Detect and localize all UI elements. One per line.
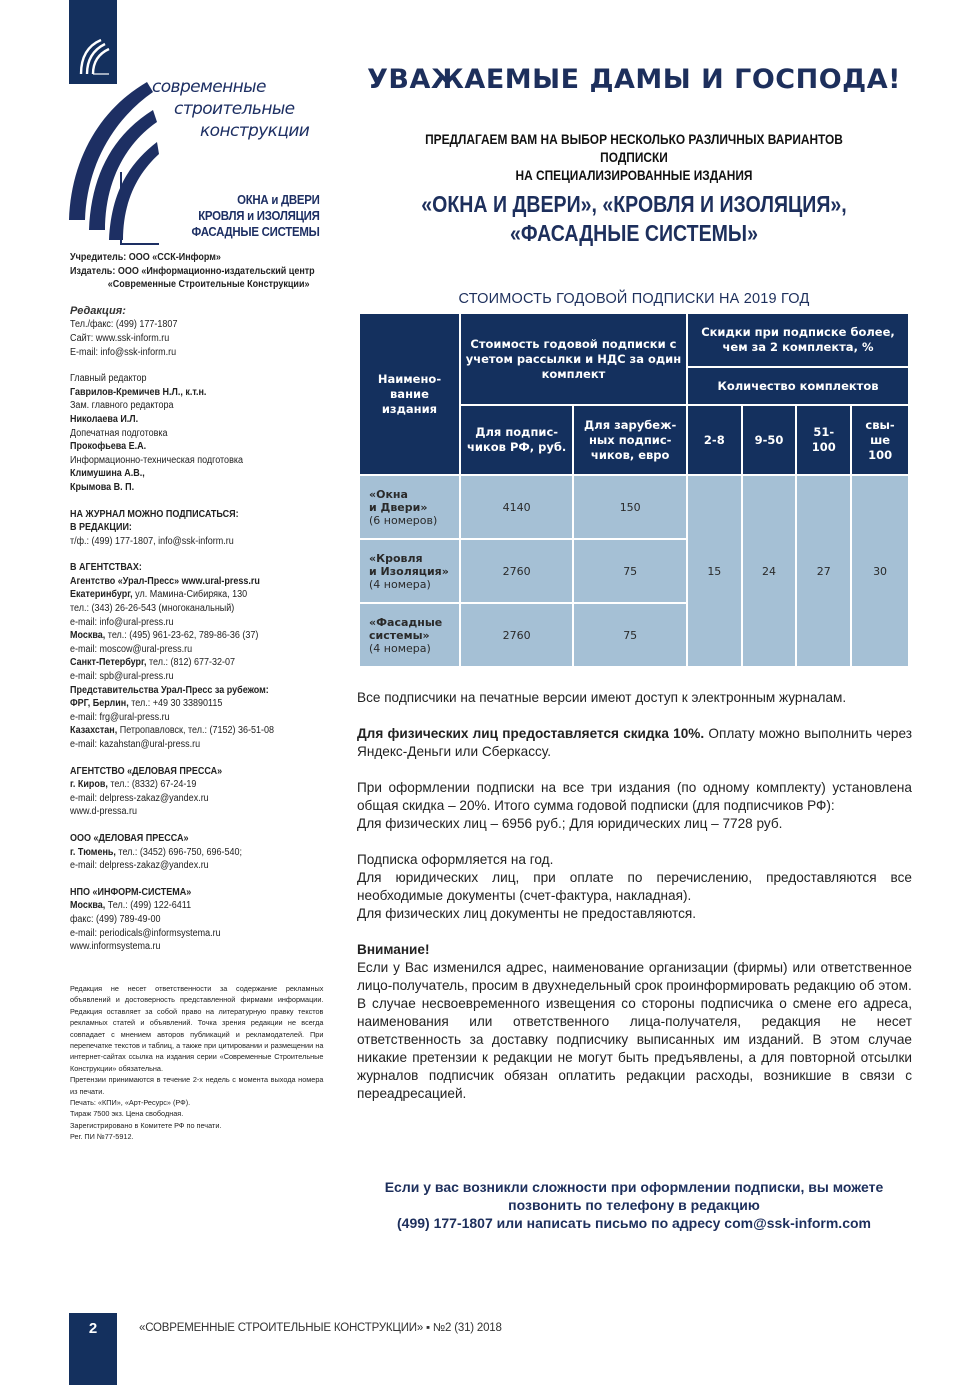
email-link[interactable]: e-mail: spb@ural-press.ru bbox=[70, 671, 174, 683]
paragraph: Для юридических лиц, при оплате по перечислению, предоставляются все необходимые документы (счет-фактура, накладная). bbox=[357, 870, 912, 903]
subscribe-heading: НА ЖУРНАЛ МОЖНО ПОДПИСАТЬСЯ: bbox=[70, 508, 239, 520]
email-link[interactable]: e-mail: info@ural-press.ru bbox=[70, 616, 174, 628]
table-row bbox=[359, 475, 909, 539]
logo-swoosh-icon bbox=[69, 70, 159, 246]
staff-name: Крымова В. П. bbox=[70, 481, 135, 493]
in-editorial-heading: В РЕДАКЦИИ: bbox=[70, 522, 132, 534]
staff-name: Гаврилов-Кремичев Н.Л., к.т.н. bbox=[70, 386, 207, 398]
staff-role: Информационно-техническая подготовка bbox=[70, 454, 243, 466]
col-header-quantity-group: Количество комплектов bbox=[687, 367, 909, 405]
price-rub: 2760 bbox=[460, 539, 573, 603]
agencies-heading: В АГЕНТСТВАХ: bbox=[70, 562, 142, 574]
email-link[interactable]: e-mail: frg@ural-press.ru bbox=[70, 711, 170, 723]
paragraph: Подписка оформляется на год. bbox=[357, 852, 554, 867]
paragraph: Если у Вас изменился адрес, наименование организации (фирмы) или ответственное лицо-получатель, просим в двухнедельный срок проинформировать редакцию об этом. bbox=[357, 960, 912, 993]
price-rub: 2760 bbox=[460, 603, 573, 667]
pricing-table bbox=[358, 312, 910, 668]
discount-value: 30 bbox=[851, 475, 909, 667]
paragraph: При оформлении подписки на все три издания (по одному комплекту) установлена общая скидка – 20%. Итого сумма годовой подписки (для подписчиков РФ): bbox=[357, 780, 912, 813]
body-text bbox=[357, 689, 912, 1103]
footer-journal: «СОВРЕМЕННЫЕ СТРОИТЕЛЬНЫЕ КОНСТРУКЦИИ» ▪ №2 (31) 2018 bbox=[139, 1322, 502, 1334]
col-header-price-group: Стоимость годовой подписки с учетом рассылки и НДС за один комплект bbox=[460, 313, 687, 405]
col-header-discount-group: Скидки при подписке более, чем за 2 комплекта, % bbox=[687, 313, 909, 367]
email-link[interactable]: e-mail: periodicals@informsystema.ru bbox=[70, 927, 221, 939]
discount-value: 15 bbox=[687, 475, 742, 667]
founder: Учредитель: ООО «ССК-Информ» bbox=[70, 252, 221, 263]
site-link[interactable]: www.d-pressa.ru bbox=[70, 806, 138, 818]
price-eur: 75 bbox=[573, 603, 687, 667]
paragraph: Все подписчики на печатные версии имеют доступ к электронным журналам. bbox=[357, 690, 847, 705]
editorial-phone: Тел./факс: (499) 177-1807 bbox=[70, 319, 178, 331]
page-number: 2 bbox=[88, 1320, 98, 1337]
col-header-qty: 9-50 bbox=[742, 405, 797, 475]
logo-subtitle: ОКНА и ДВЕРИ КРОВЛЯ и ИЗОЛЯЦИЯ ФАСАДНЫЕ СИСТЕМЫ bbox=[191, 192, 320, 239]
discount-value: 27 bbox=[796, 475, 851, 667]
page-title: УВАЖАЕМЫЕ ДАМЫ И ГОСПОДА! bbox=[367, 64, 901, 95]
price-eur: 75 bbox=[573, 539, 687, 603]
email-link[interactable]: e-mail: delpress-zakaz@yandex.ru bbox=[70, 792, 209, 804]
table-title: СТОИМОСТЬ ГОДОВОЙ ПОДПИСКИ НА 2019 ГОД bbox=[458, 291, 810, 307]
paragraph: Для физических лиц документы не предоставляются. bbox=[357, 906, 697, 921]
publication-name: «Фасадные системы» (4 номера) bbox=[359, 603, 460, 667]
editorial-site-link[interactable]: Сайт: www.ssk-inform.ru bbox=[70, 332, 170, 344]
publication-name: «Окна и Двери» (6 номеров) bbox=[359, 475, 460, 539]
imprint-column: Учредитель: ООО «ССК-Информ» Издатель: ООО «Информационно-издательский центр «Современные Строительные Конструкции» Редакция: Тел./факс: (499) 177-1807 Сайт: www.ssk-inform.ru E-mail: info@ssk-inform.ru Главный редактор Гаврилов-Кремичев Н.Л., к.т.н. Зам. главного редактора Николаева И.Л. Допечатная подготовка Прокофьева Е.А. Информационно-техническая подготовка Климушина А.В., Крымова В. П. НА ЖУРНАЛ МОЖНО ПОДПИСАТЬСЯ: В РЕДАКЦИИ: т/ф.: (499) 177-1807, info@ssk-inform.ru В АГЕНТСТВАХ: Агентство «Урал-Пресс» www.ural-press.ru Екатеринбург, ул. Мамина-Сибиряка, 130 тел.: (343) 26-26-543 (многоканальный) e-mail: info@ural-press.ru Москва, тел.: (495) 961-23-62, 789-86-36 (37) e-mail: moscow@ural-press.ru Санкт-Петербург, тел.: (812) 677-32-07 e-mail: spb@ural-press.ru Представительства Урал-Пресс за рубежом: ФРГ, Берлин, тел.: +49 30 33890115 e-mail: frg@ural-press.ru Казахстан, Петропавловск, тел.: (7152) 36-51-08 e-mail: kazahstan@ural-press.ru АГЕНТСТВО «ДЕЛОВАЯ ПРЕССА» г. Киров, тел.: (8332) 67-24-19 e-mail: delpress-zakaz@yandex.ru www.d-pressa.ru ООО «ДЕЛОВАЯ ПРЕССА» г. Тюмень, тел.: (3452) 696-750, 696-540; e-mail: delpress-zakaz@yandex.ru НПО «ИНФОРМ-СИСТЕМА» Москва, Тел.: (499) 122-6411 факс: (499) 789-49-00 e-mail: periodicals@informsystema.ru www.informsystema.ru bbox=[70, 251, 332, 954]
site-link[interactable]: www.informsystema.ru bbox=[70, 941, 161, 953]
editorial-heading: Редакция: bbox=[70, 304, 126, 317]
editorial-email-link[interactable]: E-mail: info@ssk-inform.ru bbox=[70, 346, 177, 358]
totals: Для физических лиц – 6956 руб.; Для юридических лиц – 7728 руб. bbox=[357, 816, 783, 831]
disclaimer: Редакция не несет ответственности за содержание рекламных объявлений и достоверность представленной фирмами информации. Редакция оставляет за собой право на литературную правку текстов рекламных статей и объявлений. Точка зрения редакции не всегда совпадает с мнением авторов публикаций и рекламодателей. При перепечатке текстов и таблиц, а также при цитировании и размещении на интернет-сайтах ссылка на издания серии «Современные Строительные Конструкции» обязательна. Претензии принимаются в течение 2-х недель с момента выхода номера из печати. Печать: «КПИ», «Арт-Ресурс» (РФ). Тираж 7500 экз. Цена свободная. Зарегистрировано в Комитете РФ по печати. Рег. ПИ №77-5912. bbox=[70, 984, 324, 1142]
col-header-rf: Для подпис- чиков РФ, руб. bbox=[460, 405, 573, 475]
col-header-qty: свы- ше 100 bbox=[851, 405, 909, 475]
staff-name: Климушина А.В., bbox=[70, 468, 145, 480]
email-link[interactable]: e-mail: kazahstan@ural-press.ru bbox=[70, 739, 201, 750]
delovaya-agency-name: АГЕНТСТВО «ДЕЛОВАЯ ПРЕССА» bbox=[70, 765, 223, 777]
contact-info: Если у вас возникли сложности при оформлении подписки, вы можете позвонить по телефону в редакцию (499) 177-1807 или написать письмо по адресу com@ssk-inform.com bbox=[356, 1178, 912, 1232]
col-header-qty: 51- 100 bbox=[796, 405, 851, 475]
inform-sistema-name: НПО «ИНФОРМ-СИСТЕМА» bbox=[70, 886, 192, 898]
publication-titles: «ОКНА И ДВЕРИ», «КРОВЛЯ И ИЗОЛЯЦИЯ», «ФАСАДНЫЕ СИСТЕМЫ» bbox=[421, 191, 847, 246]
paragraph: В случае несвоевременного извещения со стороны подписчика о смене его адреса, наименования или ответственного лица-получателя, редакция не несет ответственность за доставку подписчику выписанных им изданий. В этом случае никакие претензии к редакции не могут быть предъявлены, а для повторной отсылки журналов подписчик обязан оплатить редакции расходы, возникшие в связи с переадресацией. bbox=[357, 996, 912, 1101]
delovaya-ooo-name: ООО «ДЕЛОВАЯ ПРЕССА» bbox=[70, 832, 189, 844]
paragraph: Для физических лиц предоставляется скидка 10%. Оплату можно выполнить через Яндекс-Деньги или Сберкассу. bbox=[357, 726, 912, 759]
staff-role: Зам. главного редактора bbox=[70, 400, 174, 412]
staff-name: Прокофьева Е.А. bbox=[70, 441, 147, 453]
col-header-foreign: Для зарубеж- ных подпис- чиков, евро bbox=[573, 405, 687, 475]
ural-press-name: Агентство «Урал-Пресс» www.ural-press.ru bbox=[70, 575, 260, 587]
contact-phone-email[interactable]: (499) 177-1807 или написать письмо по адресу com@ssk-inform.com bbox=[397, 1215, 871, 1231]
email-link[interactable]: e-mail: moscow@ural-press.ru bbox=[70, 643, 193, 655]
page-number-block bbox=[69, 1313, 117, 1385]
attention-heading: Внимание! bbox=[357, 942, 430, 957]
staff-name: Николаева И.Л. bbox=[70, 413, 139, 425]
offer-subtitle: ПРЕДЛАГАЕМ ВАМ НА ВЫБОР НЕСКОЛЬКО РАЗЛИЧНЫХ ВАРИАНТОВ ПОДПИСКИ НА СПЕЦИАЛИЗИРОВАННЫЕ ИЗДАНИЯ bbox=[425, 131, 843, 183]
price-rub: 4140 bbox=[460, 475, 573, 539]
logo-title: современные строительные конструкции bbox=[152, 77, 310, 141]
email-link[interactable]: e-mail: delpress-zakaz@yandex.ru bbox=[70, 860, 209, 872]
publication-name: «Кровля и Изоляция» (4 номера) bbox=[359, 539, 460, 603]
in-editorial-contact: т/ф.: (499) 177-1807, info@ssk-inform.ru bbox=[70, 535, 234, 547]
col-header-name: Наимено- вание издания bbox=[359, 313, 460, 475]
publisher: Издатель: ООО «Информационно-издательский центр bbox=[70, 265, 315, 277]
staff-role: Допечатная подготовка bbox=[70, 427, 168, 439]
col-header-qty: 2-8 bbox=[687, 405, 742, 475]
discount-value: 24 bbox=[742, 475, 797, 667]
price-eur: 150 bbox=[573, 475, 687, 539]
staff-role: Главный редактор bbox=[70, 373, 147, 385]
